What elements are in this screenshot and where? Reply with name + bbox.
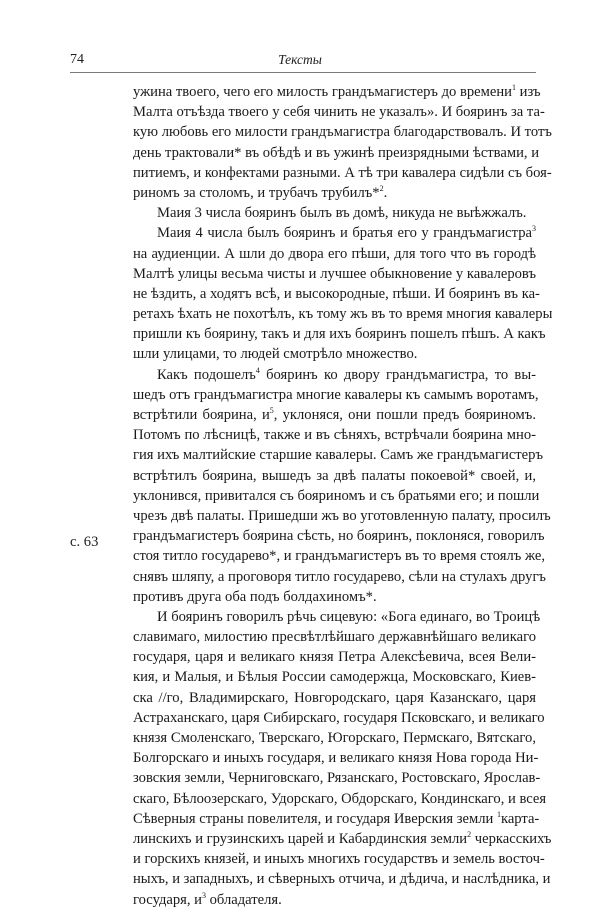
- text-line-content: кую любовь его милости грандъмагистра благодарствовалъ. И тотъ: [133, 124, 552, 141]
- text-line: [133, 425, 536, 445]
- text-line: [133, 466, 536, 486]
- text-line: [133, 768, 541, 788]
- text-line: [133, 869, 551, 889]
- text-line-content: чрезъ двѣ палаты. Пришедши жъ во уготовленную палату, просилъ: [133, 507, 551, 524]
- page-number: 74: [70, 52, 84, 67]
- text-line-tail: .: [383, 184, 388, 201]
- text-line: [133, 143, 540, 163]
- text-line-content: Астраханскаго, царя Сибирскаго, государя Псковскаго, и великаго: [133, 709, 545, 726]
- running-title: Тексты: [278, 52, 322, 67]
- footnote-marker: 2: [379, 183, 384, 193]
- text-line: [133, 890, 536, 910]
- text-line-tail: карта-: [500, 810, 540, 827]
- text-line: [133, 264, 536, 284]
- text-line-content: уклонився, привитался съ бояриномъ и съ братьями его; и пошли: [133, 487, 540, 504]
- text-line-content: день трактовали* въ обѣдѣ и въ ужинѣ преизрядными ѣствами, и: [133, 144, 540, 161]
- text-line: [133, 627, 536, 647]
- header-rule: [70, 72, 536, 73]
- text-line: [133, 546, 546, 566]
- text-line-content: встрѣтилъ боярина, вышедъ за двѣ палаты покоевой* своей, и,: [133, 467, 536, 484]
- text-line-content: встрѣтили боярина, и: [133, 407, 270, 423]
- text-line-content: зовския земли, Черниговскаго, Рязанскаго, Ростовскаго, Ярослав-: [133, 770, 541, 787]
- text-line-content: не ѣздить, а ходятъ всѣ, и высокородные, пѣши. И бояринъ въ ка-: [133, 285, 540, 302]
- text-line-content: снявъ шляпу, а проговоря титло государево, сѣли на стулахъ другъ: [133, 568, 546, 585]
- text-line-content: Сѣверныя страны повелителя, и государя Иверския земли: [133, 810, 497, 827]
- text-line: [133, 244, 536, 264]
- text-line-content: стоя титло государево*, и грандъмагистеръ въ то время стоялъ же,: [133, 548, 546, 565]
- text-line: [133, 163, 552, 183]
- text-line: [133, 647, 536, 667]
- text-line-content: государя, царя и великаго князя Петра Алексѣевича, всея Вели-: [133, 649, 536, 666]
- text-line: [133, 829, 552, 849]
- footnote-marker: 1: [512, 83, 516, 92]
- text-line: [133, 445, 543, 465]
- text-line: [133, 385, 539, 405]
- text-line-content: славимаго, милостию пресвѣтлѣйшаго державнѣйшаго великаго: [133, 629, 536, 646]
- text-line-content: риномъ за столомъ, и трубачъ трубилъ*: [133, 184, 380, 201]
- text-line: [133, 587, 536, 607]
- text-line-tail: обладателя.: [205, 891, 282, 908]
- text-line: [133, 567, 546, 587]
- text-line-content: ныхъ, и западныхъ, и сѣверныхъ отчича, и дѣдича, и наслѣдника, и: [133, 871, 551, 888]
- footnote-marker: 1: [496, 809, 501, 819]
- text-line: [133, 849, 545, 869]
- text-line: [133, 708, 545, 728]
- text-line-content: Какъ подошелъ: [157, 366, 256, 383]
- text-line: [133, 82, 541, 102]
- text-line: [133, 506, 551, 526]
- text-line-content: Маия 3 числа бояринъ былъ въ домѣ, никуда не выѣжжалъ.: [157, 205, 527, 222]
- footnote-marker: 3: [201, 890, 206, 900]
- footnote-marker: 3: [532, 224, 536, 234]
- footnote-marker: 5: [269, 406, 274, 415]
- text-line: [133, 304, 553, 324]
- text-line-tail: бояринъ ко двору грандъмагистра, то вы-: [259, 366, 536, 383]
- text-line-tail: , уклоняся, они пошли предъ бояриномъ.: [273, 407, 536, 423]
- text-line: [133, 748, 539, 768]
- text-line: [133, 324, 546, 344]
- text-line-content: пришли къ боярину, такъ и для ихъ бояринъ пошелъ пѣшъ. А какъ: [133, 326, 546, 343]
- text-line-tail: черкасскихъ: [471, 830, 552, 847]
- text-line: [133, 607, 541, 627]
- text-line: [133, 223, 536, 243]
- text-line: [133, 203, 536, 223]
- text-line: [133, 667, 536, 687]
- body-text: [133, 82, 553, 910]
- text-line-content: Малта отъѣзда твоего у себя чинить не указалъ». И бояринъ за та-: [133, 104, 545, 121]
- text-line: [133, 688, 536, 708]
- text-line-content: государя, и: [133, 891, 202, 908]
- text-line: [133, 122, 552, 142]
- text-line-content: Потомъ по лѣсницѣ, также и въ сѣняхъ, встрѣчали боярина мно-: [133, 427, 536, 444]
- margin-page-reference: с. 63: [70, 534, 99, 550]
- text-line-content: скаго, Бѣлоозерскаго, Удорскаго, Обдорскаго, Кондинскаго, и всея: [133, 790, 547, 807]
- text-line-content: князя Смоленскаго, Тверскаго, Югорскаго, Пермскаго, Вятскаго,: [133, 730, 536, 746]
- text-line-content: ужина твоего, чего его милость грандъмагистеръ до времени: [133, 84, 512, 100]
- text-line: [133, 183, 536, 203]
- text-line: [133, 809, 540, 829]
- text-line: [133, 344, 536, 364]
- text-line-content: шли улицами, то людей смотрѣло множество.: [133, 346, 418, 363]
- text-line-content: кия, и Малыя, и Бѣлыя России самодержца, Московскаго, Киев-: [133, 669, 536, 686]
- text-line-content: и горскихъ князей, и иныхъ многихъ государствъ и земель восточ-: [133, 851, 545, 868]
- text-line-content: шедъ отъ грандъмагистра многие кавалеры къ самымъ воротамъ,: [133, 386, 539, 403]
- footnote-marker: 4: [255, 365, 260, 375]
- text-line: [133, 365, 536, 385]
- text-line: [133, 789, 547, 809]
- footnote-marker: 2: [467, 829, 472, 839]
- text-line-content: линскихъ и грузинскихъ царей и Кабардинския земли: [133, 830, 468, 847]
- text-line-content: питиемъ, и конфектами разными. А тѣ три кавалера сидѣли съ боя-: [133, 164, 552, 181]
- text-line-content: грандъмагистеръ боярина сѣсть, но бояринъ, поклоняся, говорилъ: [133, 528, 545, 545]
- text-line-content: на аудиенции. А шли до двора его пѣши, для того что въ городѣ: [133, 245, 536, 262]
- text-line: [133, 728, 536, 748]
- text-line-content: Болгорскаго и иныхъ государя, и великаго князя Нова города Ни-: [133, 750, 539, 767]
- text-line-content: ска //го, Владимирскаго, Новгородскаго, царя Казанскаго, царя: [133, 689, 536, 706]
- text-line: [133, 526, 545, 546]
- text-line: [133, 405, 536, 425]
- text-line-content: противъ друга оба подъ болдахиномъ*.: [133, 588, 377, 605]
- text-line-tail: изъ: [516, 84, 541, 100]
- text-line: [133, 486, 540, 506]
- text-line: [133, 284, 540, 304]
- text-line-content: гия ихъ малтийские старшие кавалеры. Самъ же грандъмагистеръ: [133, 447, 543, 464]
- text-line: [133, 102, 545, 122]
- text-line-content: Малтѣ улицы весьма чисты и лучшее обыкновение у кавалеровъ: [133, 265, 536, 282]
- text-line-content: ретахъ ѣхать не похотѣлъ, къ тому жъ въ то время многия кавалеры: [133, 306, 553, 323]
- text-line-content: И бояринъ говорилъ рѣчь сицевую: «Бога единаго, во Троицѣ: [157, 608, 541, 625]
- text-line-content: Маия 4 числа былъ бояринъ и братья его у грандъмагистра: [157, 225, 532, 242]
